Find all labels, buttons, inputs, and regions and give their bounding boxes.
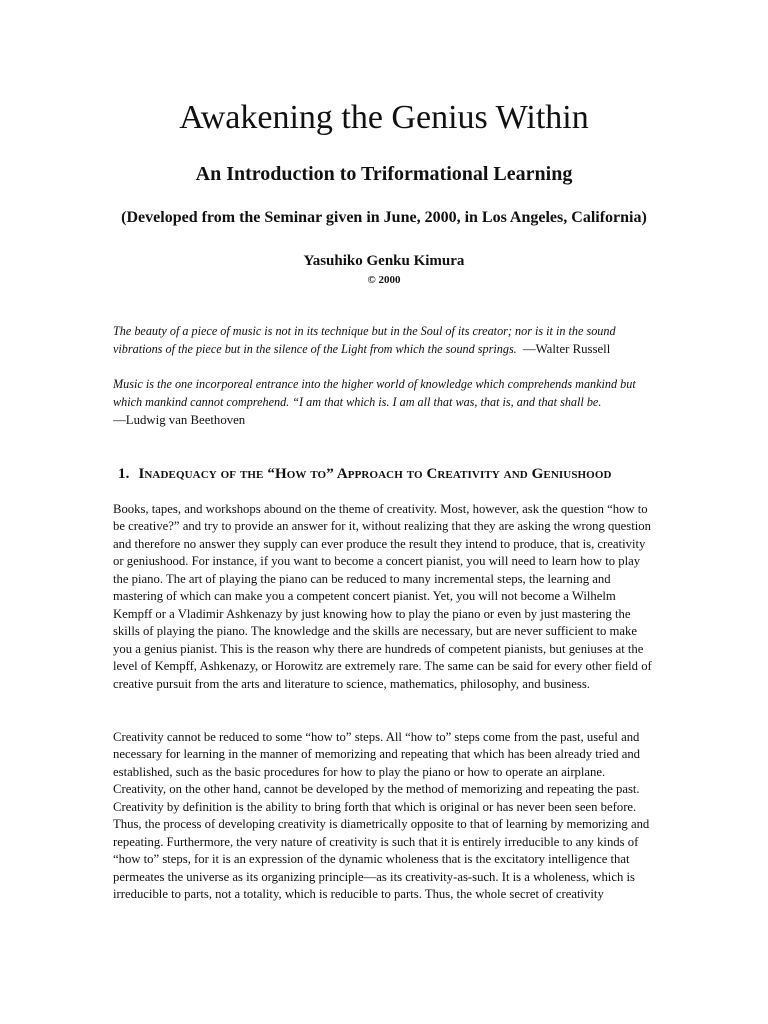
body-paragraph: Books, tapes, and workshops abound on the theme of creativity. Most, however, ask the question “how to be creative?” and try to provide an answer for it, without realizing that they are asking the wrong question and therefore no answer they supply can ever produce the result they intend to produce, that is, creativity or geniushood. For instance, if you want to become a concert pianist, you will need to learn how to play the piano. The art of playing the piano can be reduced to many incremental steps, the learning and mastering of which can make you a competent concert pianist. Yet, you will not become a Wilhelm Kempff or a Vladimir Ashkenazy by just knowing how to play the piano or even by just mastering the skills of playing the piano. The knowledge and the skills are necessary, but are never sufficient to make you a genius pianist. This is the reason why there are hundreds of competent pianists, but geniuses at the level of Kempff, Ashkenazy, or Horowitz are extremely rare. The same can be said for every other field of creative pursuit from the arts and literature to science, mathematics, philosophy, and business. [113, 502, 652, 691]
quote-attribution: —Ludwig van Beethoven [113, 413, 246, 427]
quote-text: Music is the one incorporeal entrance into the higher world of knowledge which comprehends mankind but which mankind cannot comprehend. “I am that which is. I am all that was, that is, and that shall be. [113, 377, 636, 409]
epigraph-quote [113, 375, 658, 429]
copyright-notice: © 2000 [367, 274, 401, 286]
author-name: Yasuhiko Genku Kimura [303, 253, 465, 269]
seminar-note: (Developed from the Seminar given in June, 2000, in Los Angeles, California) [121, 209, 647, 226]
section-title: Inadequacy of the “How to” Approach to Creativity and Geniushood [138, 466, 612, 482]
body-paragraph: Creativity cannot be reduced to some “how to” steps. All “how to” steps come from the past, useful and necessary for learning in the manner of memorizing and repeating that which has been already tried and established, such as the basic procedures for how to play the piano or how to operate an airplane. Creativity, on the other hand, cannot be developed by the method of memorizing and repeating the past. Creativity by definition is the ability to bring forth that which is original or has never been seen before. Thus, the process of developing creativity is diametrically opposite to that of learning by memorizing and repeating. Furthermore, the very nature of creativity is such that it is entirely irreducible to any kinds of “how to” steps, for it is an expression of the dynamic wholeness that is the excitatory intelligence that permeates the universe as its organizing principle—as its creativity-as-such. It is a wholeness, which is irreducible to parts, not a totality, which is reducible to parts. Thus, the whole secret of creativity [113, 730, 650, 902]
epigraph-quote [113, 322, 658, 358]
document-title: Awakening the Genius Within [179, 99, 589, 136]
section-heading [118, 462, 663, 486]
quote-attribution: —Walter Russell [522, 342, 611, 356]
quote-text: The beauty of a piece of music is not in its technique but in the Soul of its creator; nor is it in the sound vibrations of the piece but in the silence of the Light from which the sound springs. [113, 324, 616, 356]
document-subtitle: An Introduction to Triformational Learning [195, 163, 573, 185]
section-number: 1. [118, 466, 130, 482]
